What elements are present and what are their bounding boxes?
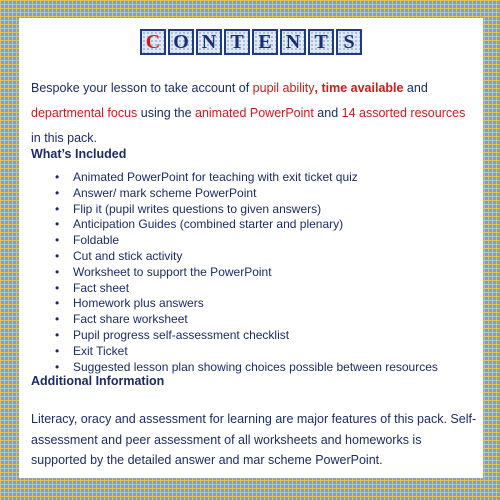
list-item: • Fact sheet xyxy=(55,281,438,297)
contents-title xyxy=(19,29,483,55)
contents-card xyxy=(19,18,483,478)
title-tile: C xyxy=(140,29,166,55)
list-item: • Foldable xyxy=(55,233,438,249)
highlight-departmental-focus: departmental focus xyxy=(31,106,138,120)
intro-paragraph xyxy=(31,76,477,151)
list-item: • Animated PowerPoint for teaching with exit ticket quiz xyxy=(55,170,438,186)
list-item: • Exit Ticket xyxy=(55,344,438,360)
list-item: • Cut and stick activity xyxy=(55,249,438,265)
additional-info-text: Literacy, oracy and assessment for learning are major features of this pack. Self-assessment and peer assessment of all worksheets and homeworks is supported by the detailed answer and mar scheme PowerPoint. xyxy=(31,412,477,467)
list-item: • Homework plus answers xyxy=(55,296,438,312)
included-list xyxy=(55,170,438,375)
list-item: • Fact share worksheet xyxy=(55,312,438,328)
title-tile: S xyxy=(336,29,362,55)
list-item: • Pupil progress self-assessment checklist xyxy=(55,328,438,344)
list-item: • Anticipation Guides (combined starter and plenary) xyxy=(55,217,438,233)
list-item: • Suggested lesson plan showing choices possible between resources xyxy=(55,360,438,376)
title-tile: O xyxy=(168,29,194,55)
additional-info-heading: Additional Information xyxy=(31,374,165,388)
list-item: • Worksheet to support the PowerPoint xyxy=(55,265,438,281)
title-tile: N xyxy=(280,29,306,55)
highlight-pupil-ability: pupil ability xyxy=(252,81,315,95)
whats-included-heading: What’s Included xyxy=(31,147,127,161)
intro-text: in this pack. xyxy=(31,131,98,145)
list-item: • Flip it (pupil writes questions to given answers) xyxy=(55,202,438,218)
list-item: • Answer/ mark scheme PowerPoint xyxy=(55,186,438,202)
highlight-assorted-resources: 14 assorted resources xyxy=(341,106,466,120)
title-tile: E xyxy=(252,29,278,55)
title-tile: T xyxy=(308,29,334,55)
intro-text: using the xyxy=(137,106,195,120)
intro-text: Bespoke your lesson to take account of xyxy=(31,81,253,95)
title-tile: N xyxy=(196,29,222,55)
highlight-time-available: , time available xyxy=(314,81,404,95)
intro-text: and xyxy=(403,81,428,95)
title-tile: T xyxy=(224,29,250,55)
intro-text: and xyxy=(313,106,342,120)
highlight-animated-powerpoint: animated PowerPoint xyxy=(195,106,314,120)
